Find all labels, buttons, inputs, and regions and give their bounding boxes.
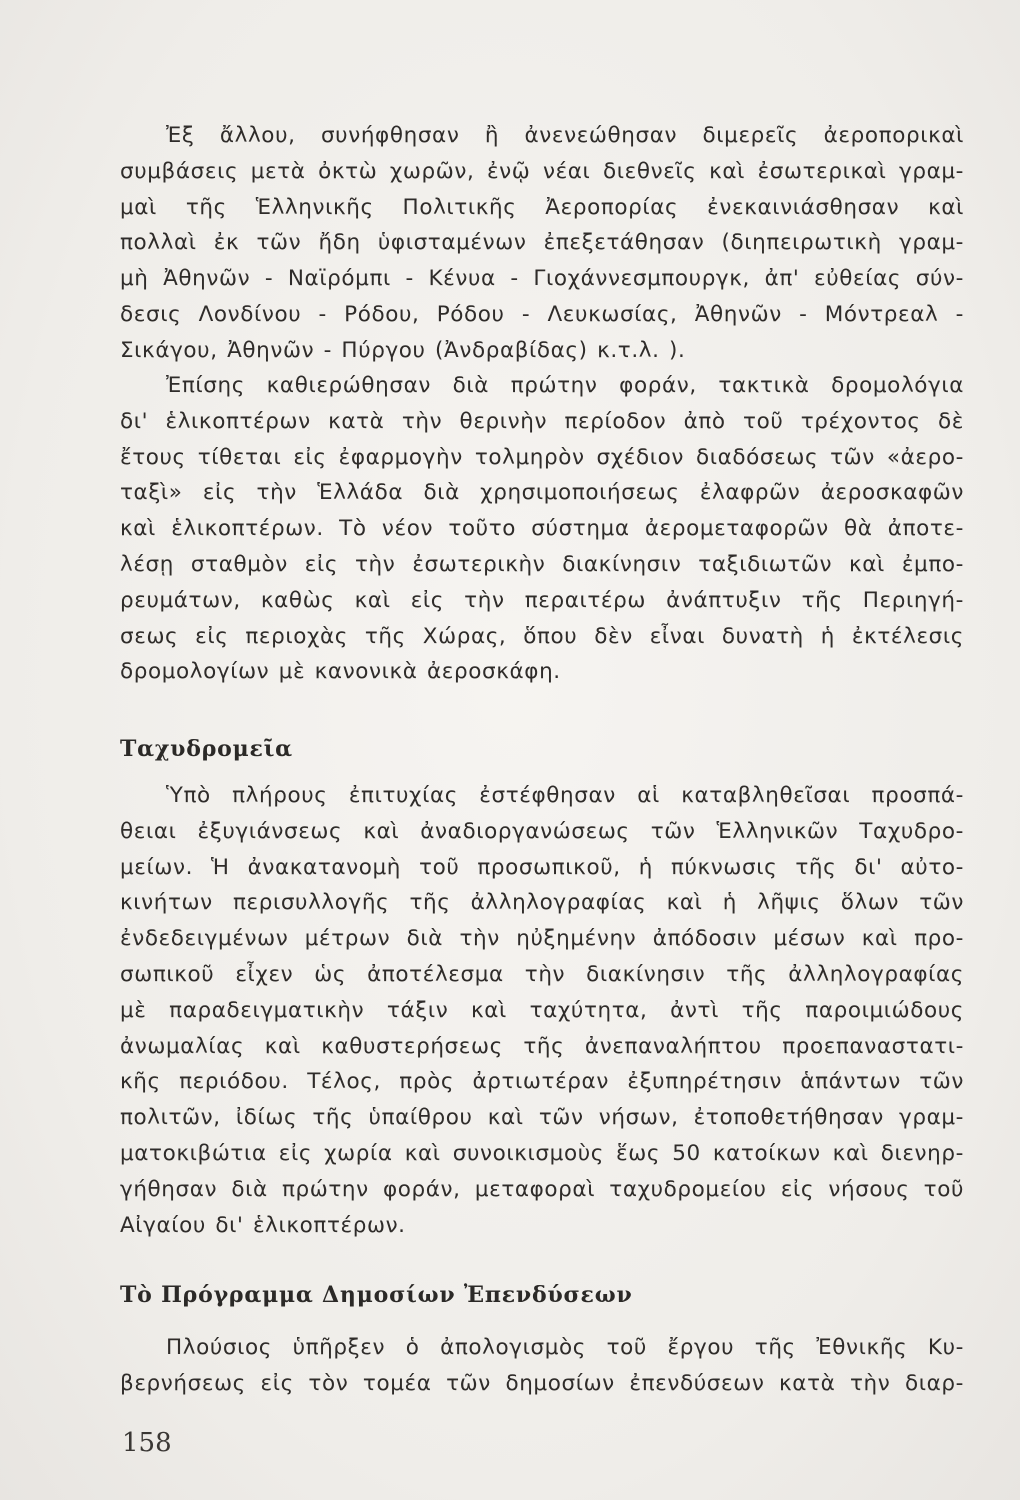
text-line: κῆς περιόδου. Τέλος, πρὸς ἀρτιωτέραν ἐξυπηρέτησιν ἁπάντων τῶν — [120, 1069, 964, 1095]
text-line: σεως εἰς περιοχὰς τῆς Χώρας, ὅπου δὲν εἶναι δυνατὴ ἡ ἐκτέλεσις — [120, 623, 964, 649]
text-line: ταξὶ» εἰς τὴν Ἑλλάδα διὰ χρησιμοποιήσεως ἐλαφρῶν ἀεροσκαφῶν — [120, 480, 964, 506]
text-line: Σικάγου, Ἀθηνῶν - Πύργου (Ἀνδραβίδας) κ.τ.λ. ). — [120, 337, 686, 363]
text-line: μείων. Ἡ ἀνακατανομὴ τοῦ προσωπικοῦ, ἡ πύκνωσις τῆς δι' αὐτο- — [120, 854, 964, 880]
text-line: ἀνωμαλίας καὶ καθυστερήσεως τῆς ἀνεπαναλήπτου προεπαναστατι- — [120, 1033, 964, 1059]
text-line: πολλαὶ ἐκ τῶν ἤδη ὑφισταμένων ἐπεξετάθησαν (διηπειρωτικὴ γραμ- — [120, 230, 964, 256]
text-line: ἐνδεδειγμένων μέτρων διὰ τὴν ηὐξημένην ἀπόδοσιν μέσων καὶ προ- — [120, 926, 964, 952]
text-line: Πλούσιος ὑπῆρξεν ὁ ἀπολογισμὸς τοῦ ἔργου τῆς Ἐθνικῆς Κυ- — [166, 1335, 964, 1360]
section-heading-post-offices: Ταχυδρομεῖα — [120, 736, 293, 762]
text-line: Ὑπὸ πλήρους ἐπιτυχίας ἐστέφθησαν αἱ καταβληθεῖσαι προσπά- — [166, 783, 964, 808]
text-line: δρομολογίων μὲ κανονικὰ ἀεροσκάφη. — [120, 659, 561, 685]
text-line: καὶ ἑλικοπτέρων. Τὸ νέον τοῦτο σύστημα ἀερομεταφορῶν θὰ ἀποτε- — [120, 516, 964, 542]
paragraph-helicopter-routes — [120, 368, 964, 690]
text-line: δι' ἑλικοπτέρων κατὰ τὴν θερινὴν περίοδον ἀπὸ τοῦ τρέχοντος δὲ — [120, 408, 964, 434]
text-line: ἔτους τίθεται εἰς ἐφαρμογὴν τολμηρὸν σχέδιον διαδόσεως τῶν «ἀερο- — [120, 444, 964, 470]
page-number: 158 — [122, 1428, 172, 1458]
text-line: μαὶ τῆς Ἑλληνικῆς Πολιτικῆς Ἀεροπορίας ἐνεκαινιάσθησαν καὶ — [120, 194, 964, 220]
text-line: θειαι ἐξυγιάνσεως καὶ ἀναδιοργανώσεως τῶν Ἑλληνικῶν Ταχυδρο- — [120, 818, 964, 844]
paragraph-public-investments — [120, 1330, 964, 1402]
section-heading-public-investments: Τὸ Πρόγραμμα Δημοσίων Ἐπενδύσεων — [120, 1282, 633, 1308]
text-line: σωπικοῦ εἶχεν ὡς ἀποτέλεσμα τὴν διακίνησιν τῆς ἀλληλογραφίας — [120, 961, 964, 987]
text-line: Ἐξ ἄλλου, συνήφθησαν ἢ ἀνενεώθησαν διμερεῖς ἀεροπορικαὶ — [166, 123, 964, 148]
text-line: ματοκιβώτια εἰς χωρία καὶ συνοικισμοὺς ἕως 50 κατοίκων καὶ διενηρ- — [120, 1140, 964, 1166]
text-line: μὲ παραδειγματικὴν τάξιν καὶ ταχύτητα, ἀντὶ τῆς παροιμιώδους — [120, 997, 964, 1023]
text-line: συμβάσεις μετὰ ὀκτὼ χωρῶν, ἐνῷ νέαι διεθνεῖς καὶ ἐσωτερικαὶ γραμ- — [120, 158, 964, 184]
text-line: Αἰγαίου δι' ἑλικοπτέρων. — [120, 1212, 406, 1238]
text-line: γήθησαν διὰ πρώτην φοράν, μεταφοραὶ ταχυδρομείου εἰς νήσους τοῦ — [120, 1176, 964, 1202]
text-line: πολιτῶν, ἰδίως τῆς ὑπαίθρου καὶ τῶν νήσων, ἐτοποθετήθησαν γραμ- — [120, 1105, 964, 1131]
text-line: λέσῃ σταθμὸν εἰς τὴν ἐσωτερικὴν διακίνησιν ταξιδιωτῶν καὶ ἐμπο- — [120, 551, 964, 577]
text-line: ρευμάτων, καθὼς καὶ εἰς τὴν περαιτέρω ἀνάπτυξιν τῆς Περιηγή- — [120, 587, 964, 613]
text-line: Ἐπίσης καθιερώθησαν διὰ πρώτην φοράν, τακτικὰ δρομολόγια — [166, 373, 964, 398]
paragraph-post-offices — [120, 778, 964, 1243]
paragraph-air-agreements — [120, 118, 964, 369]
text-line: μὴ Ἀθηνῶν - Ναϊρόμπι - Κένυα - Γιοχάννεσμπουργκ, ἀπ' εὐθείας σύν- — [120, 266, 964, 292]
text-line: βερνήσεως εἰς τὸν τομέα τῶν δημοσίων ἐπενδύσεων κατὰ τὴν διαρ- — [120, 1370, 964, 1396]
text-line: κινήτων περισυλλογῆς τῆς ἀλληλογραφίας καὶ ἡ λῆψις ὅλων τῶν — [120, 890, 964, 916]
text-line: δεσις Λονδίνου - Ρόδου, Ρόδου - Λευκωσίας, Ἀθηνῶν - Μόντρεαλ - — [120, 301, 964, 327]
